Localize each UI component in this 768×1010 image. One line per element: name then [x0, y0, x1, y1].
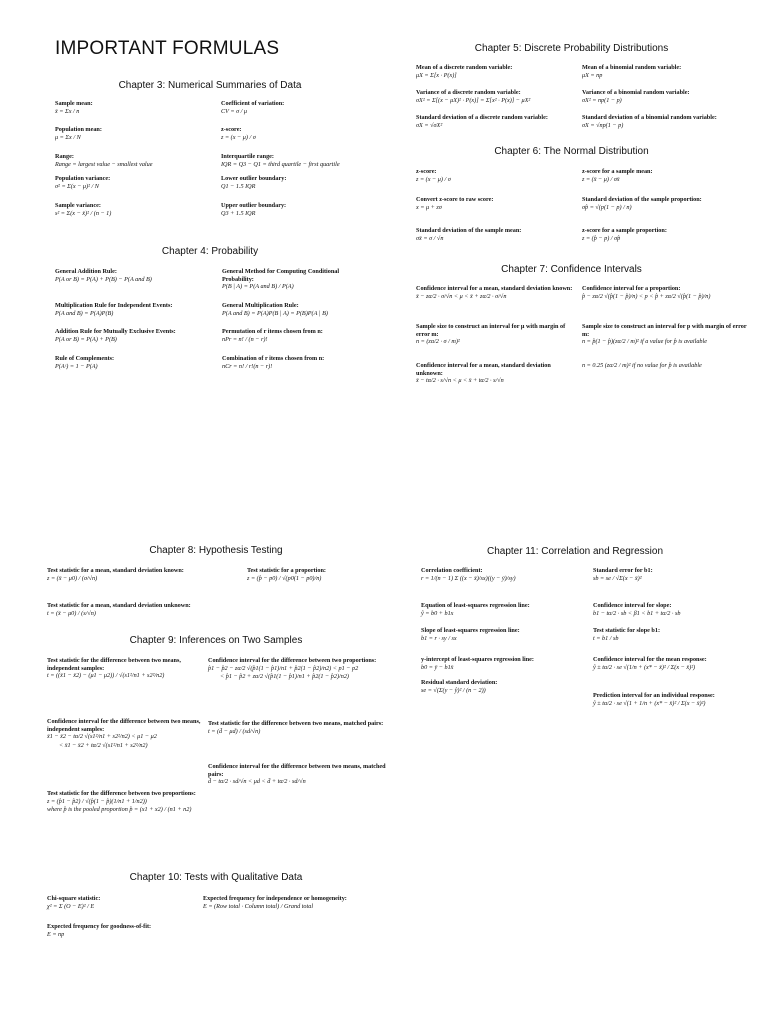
formula-label: Expected frequency for independence or homogeneity: — [203, 895, 347, 902]
formula-test-mean-unknown — [47, 602, 227, 617]
formula-equation: x = μ + zσ — [416, 203, 442, 211]
formula-label: Permutation of r items chosen from n: — [222, 328, 323, 335]
formula-equation: x̄ = Σx / n — [55, 107, 80, 115]
formula-label: Sample size to construct an interval for p with margin of error m: — [582, 323, 747, 338]
formula-equation: sb = se / √Σ(x − x̄)² — [593, 574, 642, 582]
formula-equation: z = (p̂ − p0) / √(p0(1 − p0)/n) — [247, 574, 322, 582]
formula-equation: nCr = n! / r!(n − r)! — [222, 362, 273, 370]
formula-equation: s² = Σ(x − x̄)² / (n − 1) — [55, 209, 112, 217]
formula-equation: μX = Σ[x · P(x)] — [416, 71, 457, 79]
formula-regression-slope — [421, 627, 586, 642]
formula-label: z-score for a sample proportion: — [582, 227, 667, 234]
formula-label: Convert z-score to raw score: — [416, 196, 494, 203]
formula-binomial-variance — [582, 89, 742, 104]
formula-label: Test statistic for a mean, standard deviation unknown: — [47, 602, 191, 609]
formula-equation: t = b1 / sb — [593, 634, 619, 642]
formula-label: Sample mean: — [55, 100, 93, 107]
chapter-9-heading: Chapter 9: Inferences on Two Samples — [129, 635, 303, 646]
formula-equation: σp̂ = √(p(1 − p) / n) — [582, 203, 632, 211]
formula-general-multiplication — [222, 302, 372, 317]
formula-label: Confidence interval for a mean, standard deviation known: — [416, 285, 573, 292]
formula-label: Standard error for b1: — [593, 567, 653, 574]
formula-equation: Q3 + 1.5 IQR — [221, 209, 256, 217]
formula-expected-goodness-of-fit — [47, 923, 197, 938]
formula-permutation — [222, 328, 372, 343]
chapter-11-heading: Chapter 11: Correlation and Regression — [486, 546, 664, 557]
formula-label: Population variance: — [55, 175, 111, 182]
formula-label: z-score for a sample mean: — [582, 168, 653, 175]
formula-equation: b0 = ȳ − b1x̄ — [421, 663, 454, 671]
formula-label: y-intercept of least-squares regression line: — [421, 656, 534, 663]
formula-label: Confidence interval for the difference between two means, independent samples: — [47, 718, 201, 733]
formula-equation: IQR = Q3 − Q1 = third quartile − first quartile — [221, 160, 340, 168]
formula-label: Confidence interval for a proportion: — [582, 285, 681, 292]
formula-equation: ŷ = b0 + b1x — [421, 609, 454, 617]
formula-equation: P(A and B) = P(A)P(B) — [55, 309, 114, 317]
formula-ci-two-means — [47, 718, 202, 749]
formula-correlation-coefficient — [421, 567, 586, 582]
formula-z-sample-proportion — [582, 227, 742, 242]
formula-equation-continued: where p̂ is the pooled proportion p̂ = (x1 + x2) / (n1 + n2) — [47, 806, 192, 814]
formula-label: Lower outlier boundary: — [221, 175, 287, 182]
formula-label: Sample size to construct an interval for μ with margin of error m: — [416, 323, 566, 338]
chapter-3-heading: Chapter 3: Numerical Summaries of Data — [118, 80, 302, 91]
formula-label: Interquartile range: — [221, 153, 274, 160]
formula-complements — [55, 355, 215, 370]
formula-label: Test statistic for the difference between two means, matched pairs: — [208, 720, 384, 727]
formula-coefficient-of-variation — [221, 100, 381, 115]
formula-label: Standard deviation of a discrete random variable: — [416, 114, 548, 121]
formula-equation: t = (x̄ − μ0) / (s/√n) — [47, 609, 96, 617]
formula-sd-sample-proportion — [582, 196, 742, 211]
formula-chi-square — [47, 895, 197, 910]
formula-label: Expected frequency for goodness-of-fit: — [47, 923, 152, 930]
formula-equation: b1 = r · sy / sx — [421, 634, 457, 642]
formula-equation: z = (p̂1 − p̂2) / √(p̂(1 − p̂)(1/n1 + 1/n2)) — [47, 797, 147, 805]
formula-equation: z = (p̂ − p) / σp̂ — [582, 234, 621, 242]
formula-equation: CV = σ / μ — [221, 107, 248, 115]
formula-conditional-probability — [222, 268, 362, 291]
formula-se-slope — [593, 567, 753, 582]
formula-equation: P(A and B) = P(A)P(B | A) = P(B)P(A | B) — [222, 309, 328, 317]
formula-label: Test statistic for slope b1: — [593, 627, 661, 634]
formula-ci-two-proportions — [208, 657, 388, 681]
formula-equation: σX = √np(1 − p) — [582, 121, 624, 129]
formula-ci-mean-response — [593, 656, 758, 671]
formula-label: General Method for Computing Conditional Probability: — [222, 268, 340, 283]
formula-label: Confidence interval for a mean, standard deviation unknown: — [416, 362, 551, 377]
formula-prediction-interval — [593, 692, 758, 707]
formula-equation: nPr = n! / (n − r)! — [222, 335, 268, 343]
formula-equation: P(Aᶜ) = 1 − P(A) — [55, 362, 98, 370]
formula-equation: n = 0.25 (zα/2 / m)² if no value for p̂ is available — [582, 362, 702, 369]
formula-sample-size-proportion — [582, 323, 752, 346]
formula-equation: P(B | A) = P(A and B) / P(A) — [222, 283, 294, 291]
formula-label: Sample variance: — [55, 202, 101, 209]
chapter-6-heading: Chapter 6: The Normal Distribution — [494, 146, 649, 157]
formula-label: Standard deviation of the sample proportion: — [582, 196, 702, 203]
formula-regression-intercept — [421, 656, 586, 671]
formula-sd-sample-mean — [416, 227, 576, 242]
chapter-8-heading: Chapter 8: Hypothesis Testing — [149, 545, 283, 556]
formula-label: Test statistic for a proportion: — [247, 567, 326, 574]
formula-equation: n = p̂(1 − p̂)(zα/2 / m)² if a value for p̂ is available — [582, 338, 707, 346]
formula-sample-size-no-estimate — [582, 362, 752, 370]
formula-equation: r = 1/(n − 1) Σ ((x − x̄)/sx)((y − ȳ)/sy) — [421, 574, 516, 582]
formula-label: Standard deviation of a binomial random variable: — [582, 114, 717, 121]
formula-z-sample-mean — [582, 168, 742, 183]
formula-equation: x̄1 − x̄2 − tα/2 √(s1²/n1 + s2²/n2) < μ1 − μ2 — [47, 733, 157, 741]
formula-sample-variance — [55, 202, 205, 217]
formula-label: Confidence interval for the mean response: — [593, 656, 707, 663]
formula-equation: χ² = Σ (O − E)² / E — [47, 902, 95, 910]
formula-ci-mean-known — [416, 285, 576, 300]
formula-ci-matched-pairs — [208, 763, 388, 786]
formula-label: Upper outlier boundary: — [221, 202, 287, 209]
formula-equation: x̄ − tα/2 · s/√n < μ < x̄ + tα/2 · s/√n — [416, 377, 504, 385]
formula-label: z-score: — [221, 126, 242, 133]
formula-label: Test statistic for the difference between two proportions: — [47, 790, 196, 797]
chapter-7-heading: Chapter 7: Confidence Intervals — [501, 264, 642, 275]
formula-label: Confidence interval for slope: — [593, 602, 672, 609]
formula-equation: n = (zα/2 · σ / m)² — [416, 338, 460, 346]
formula-equation: P(A or B) = P(A) + P(B) — [55, 335, 117, 343]
formula-label: Combination of r items chosen from n: — [222, 355, 325, 362]
formula-test-mean-known — [47, 567, 227, 582]
formula-label: Test statistic for a mean, standard deviation known: — [47, 567, 184, 574]
page-title: IMPORTANT FORMULAS — [55, 38, 280, 59]
formula-equation: p̂1 − p̂2 − zα/2 √(p̂1(1 − p̂1)/n1 + p̂2(1 − p̂2)/n2) < p1 − p2 — [208, 664, 359, 672]
formula-equation: z = (x̄ − μ0) / (σ/√n) — [47, 574, 98, 582]
formula-mutually-exclusive — [55, 328, 215, 343]
formula-population-variance — [55, 175, 205, 190]
formula-regression-line — [421, 602, 586, 617]
formula-sample-mean — [55, 100, 205, 115]
formula-lower-outlier — [221, 175, 381, 190]
formula-equation: E = np — [47, 930, 65, 938]
formula-equation: P(A or B) = P(A) + P(B) − P(A and B) — [55, 275, 152, 283]
formula-test-slope — [593, 627, 753, 642]
formula-equation-continued: < x̄1 − x̄2 + tα/2 √(s1²/n1 + s2²/n2) — [59, 741, 148, 749]
formula-label: Chi-square statistic: — [47, 895, 101, 902]
formula-equation: σ² = Σ(x − μ)² / N — [55, 182, 99, 190]
formula-test-two-means — [47, 657, 202, 680]
formula-label: General Multiplication Rule: — [222, 302, 299, 309]
formula-discrete-sd — [416, 114, 576, 129]
formula-equation: t = (d̄ − μd) / (sd/√n) — [208, 727, 261, 735]
formula-test-two-proportions — [47, 790, 207, 814]
formula-label: Addition Rule for Mutually Exclusive Events: — [55, 328, 176, 335]
formula-label: General Addition Rule: — [55, 268, 117, 275]
chapter-4-heading: Chapter 4: Probability — [161, 246, 259, 257]
formula-equation: μ = Σx / N — [55, 133, 81, 141]
formula-ci-slope — [593, 602, 753, 617]
formula-label: Coefficient of variation: — [221, 100, 285, 107]
formula-label: Slope of least-squares regression line: — [421, 627, 520, 634]
formula-discrete-mean — [416, 64, 576, 79]
formula-discrete-variance — [416, 89, 576, 104]
formula-equation: t = ((x̄1 − x̄2) − (μ1 − μ2)) / √(s1²/n1 + s2²/n2) — [47, 672, 165, 680]
formula-label: Range: — [55, 153, 74, 160]
formula-equation: E = (Row total · Column total) / Grand total — [203, 902, 314, 910]
formula-label: Confidence interval for the difference between two means, matched pairs: — [208, 763, 386, 778]
formula-equation: p̂ − zα/2 √(p̂(1 − p̂)/n) < p < p̂ + zα/2 √(p̂(1 − p̂)/n) — [582, 292, 711, 300]
formula-label: Population mean: — [55, 126, 102, 133]
formula-equation-continued: < p̂1 − p̂2 + zα/2 √(p̂1(1 − p̂1)/n1 + p̂2(1 − p̂2)/n2) — [220, 673, 349, 681]
formula-ci-mean-unknown — [416, 362, 576, 385]
formula-label: Multiplication Rule for Independent Events: — [55, 302, 173, 309]
formula-equation: b1 − tα/2 · sb < β1 < b1 + tα/2 · sb — [593, 609, 681, 617]
formula-residual-sd — [421, 679, 586, 694]
formula-population-mean — [55, 126, 205, 141]
formula-equation: d̄ − tα/2 · sd/√n < μd < d̄ + tα/2 · sd/√n — [208, 778, 306, 786]
formula-equation: σx̄ = σ / √n — [416, 234, 444, 242]
formula-label: Mean of a discrete random variable: — [416, 64, 513, 71]
formula-equation: z = (x − μ) / σ — [221, 133, 256, 141]
formula-label: Test statistic for the difference between two means, independent samples: — [47, 657, 181, 672]
formula-label: Residual standard deviation: — [421, 679, 498, 686]
formula-equation: σX² = Σ[(x − μX)² · P(x)] = Σ[x² · P(x)] − μX² — [416, 96, 531, 104]
formula-equation: μX = np — [582, 71, 603, 79]
formula-label: Mean of a binomial random variable: — [582, 64, 682, 71]
formula-upper-outlier — [221, 202, 381, 217]
formula-label: Standard deviation of the sample mean: — [416, 227, 522, 234]
formula-label: Rule of Complements: — [55, 355, 115, 362]
formula-equation: x̄ − zα/2 · σ/√n < μ < x̄ + zα/2 · σ/√n — [416, 292, 507, 300]
formula-equation: z = (x − μ) / σ — [416, 175, 451, 183]
formula-test-matched-pairs — [208, 720, 388, 735]
formula-independent-multiplication — [55, 302, 215, 317]
formula-raw-score — [416, 196, 576, 211]
formula-equation: z = (x̄ − μ) / σx̄ — [582, 175, 620, 183]
formula-sample-size-mean — [416, 323, 576, 346]
formula-test-proportion — [247, 567, 387, 582]
formula-label: z-score: — [416, 168, 437, 175]
formula-binomial-mean — [582, 64, 742, 79]
formula-equation: se = √(Σ(y − ŷ)² / (n − 2)) — [421, 686, 486, 694]
formula-equation: Range = largest value − smallest value — [55, 160, 153, 168]
formula-label: Correlation coefficient: — [421, 567, 483, 574]
formula-range — [55, 153, 205, 168]
formula-label: Confidence interval for the difference between two proportions: — [208, 657, 377, 664]
formula-binomial-sd — [582, 114, 742, 129]
formula-equation: σX² = np(1 − p) — [582, 96, 622, 104]
formula-label: Variance of a discrete random variable: — [416, 89, 521, 96]
formula-label: Variance of a binomial random variable: — [582, 89, 690, 96]
formula-equation: ŷ ± tα/2 · se √(1 + 1/n + (x* − x̄)² / Σ(x − x̄)²) — [593, 699, 706, 707]
formula-iqr — [221, 153, 381, 168]
formula-z-score — [221, 126, 381, 141]
formula-equation: σX = √σX² — [416, 121, 443, 129]
formula-expected-independence — [203, 895, 388, 910]
formula-equation: ŷ ± tα/2 · se √(1/n + (x* − x̄)² / Σ(x − x̄)²) — [593, 663, 696, 671]
chapter-10-heading: Chapter 10: Tests with Qualitative Data — [129, 872, 303, 883]
formula-general-addition — [55, 268, 215, 283]
formula-equation: Q1 − 1.5 IQR — [221, 182, 256, 190]
formula-ci-proportion — [582, 285, 752, 300]
formula-z-score-normal — [416, 168, 576, 183]
chapter-5-heading: Chapter 5: Discrete Probability Distributions — [474, 43, 669, 54]
formula-combination — [222, 355, 372, 370]
formula-label: Equation of least-squares regression line: — [421, 602, 530, 609]
formula-label: Prediction interval for an individual response: — [593, 692, 715, 699]
